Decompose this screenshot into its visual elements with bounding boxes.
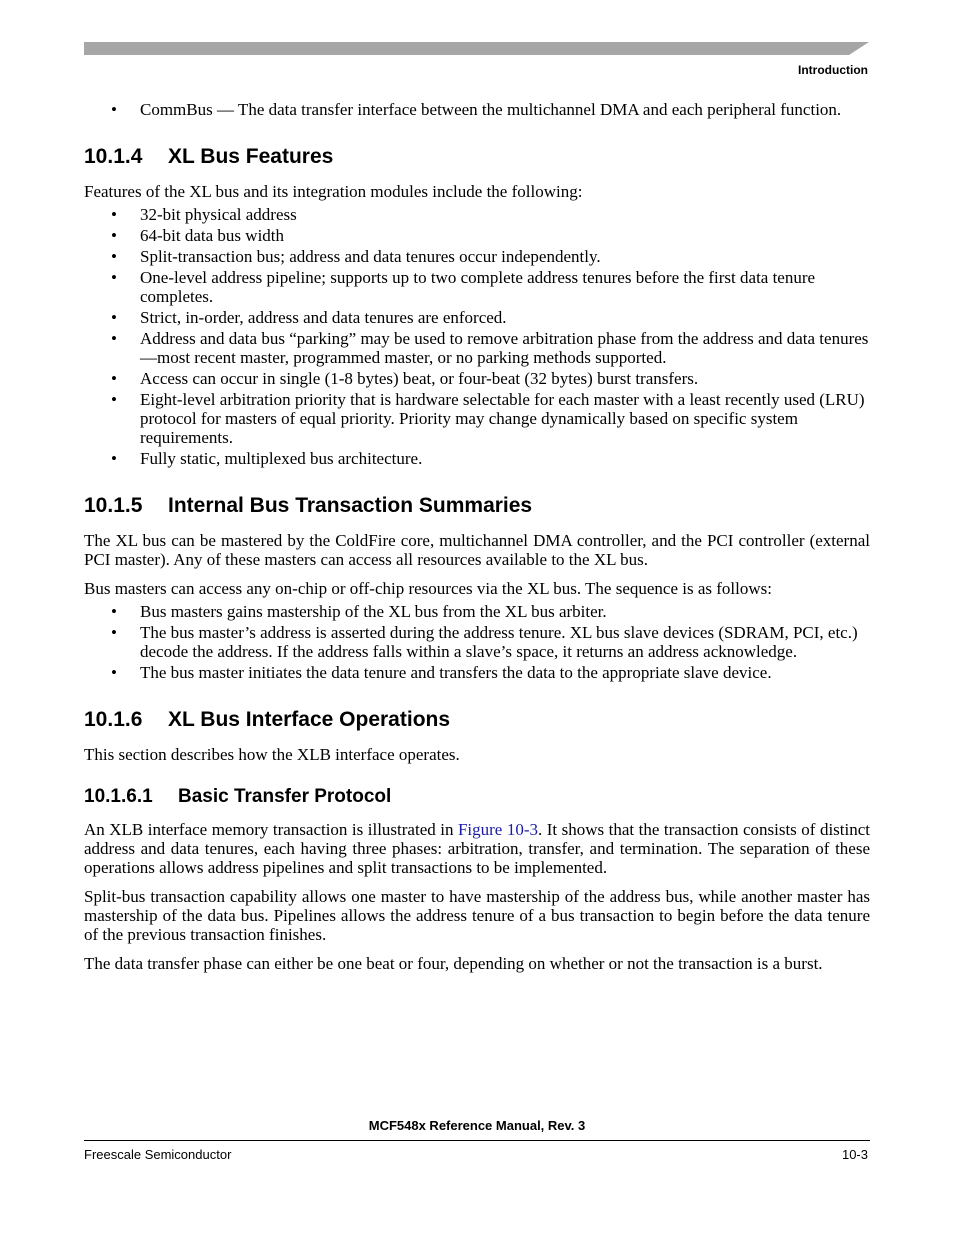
section-heading-10-1-4: 10.1.4 XL Bus Features xyxy=(84,145,334,168)
list-item: • Bus masters gains mastership of the XL bus from the XL bus arbiter. xyxy=(111,602,607,621)
section-heading-10-1-6-1: 10.1.6.1 Basic Transfer Protocol xyxy=(84,786,392,807)
list-item: • The bus master initiates the data tenure and transfers the data to the appropriate slave device. xyxy=(111,663,772,682)
list-item: • Address and data bus “parking” may be used to remove arbitration phase from the address and data tenures—most recent master, programmed master, or no parking methods supported. xyxy=(111,329,869,367)
header-bar xyxy=(84,42,869,55)
footer-divider xyxy=(84,1140,870,1141)
list-item: • Strict, in-order, address and data tenures are enforced. xyxy=(111,308,507,327)
list-item: • One-level address pipeline; supports up to two complete address tenures before the first data tenure completes. xyxy=(111,268,816,306)
list-item: • Access can occur in single (1-8 bytes) beat, or four-beat (32 bytes) burst transfers. xyxy=(111,369,699,388)
figure-10-3-link[interactable]: Figure 10-3 xyxy=(457,820,539,839)
list-item: • Split-transaction bus; address and data tenures occur independently. xyxy=(111,247,601,266)
list-item: • Eight-level arbitration priority that is hardware selectable for each master with a least recently used (LRU) protocol for masters of equal priority. Priority may change dynamically based on specific system requirements. xyxy=(111,390,865,447)
list-item: • 64-bit data bus width xyxy=(111,226,285,245)
list-item: • Fully static, multiplexed bus architecture. xyxy=(111,449,423,468)
running-head: Introduction xyxy=(798,63,868,77)
list-item: • CommBus — The data transfer interface between the multichannel DMA and each peripheral function. xyxy=(111,100,842,119)
paragraph: This section describes how the XLB interface operates. xyxy=(84,745,460,764)
paragraph: The XL bus can be mastered by the ColdFire core, multichannel DMA controller, and the PCI controller (external PCI master). Any of these masters can access all resources available to the XL bus. xyxy=(84,531,870,569)
paragraph: Features of the XL bus and its integration modules include the following: xyxy=(84,182,583,201)
paragraph: Split-bus transaction capability allows one master to have mastership of the address bus, while another master has mastership of the data bus. Pipelines allows the address tenure of a bus transaction to begin before the data tenure of the previous transaction finishes. xyxy=(84,887,870,944)
paragraph: An XLB interface memory transaction is illustrated in Figure 10-3. It shows that the transaction consists of distinct address and data tenures, each having three phases: arbitration, transfer, and termination. The separation of these operations allows address pipelines and split transactions to be implemented. xyxy=(84,820,871,877)
sequence-bullet-list xyxy=(84,602,870,682)
footer-page-number: 10-3 xyxy=(841,1147,868,1162)
list-item: • The bus master’s address is asserted during the address tenure. XL bus slave devices (SDRAM, PCI, etc.) decode the address. If the address falls within a slave’s space, it returns an address acknowledge. xyxy=(111,623,858,661)
page-body xyxy=(84,100,870,983)
intro-bullet-list xyxy=(84,100,870,119)
footer-manual-title: MCF548x Reference Manual, Rev. 3 xyxy=(368,1118,586,1133)
paragraph: Bus masters can access any on-chip or off-chip resources via the XL bus. The sequence is as follows: xyxy=(84,579,772,598)
section-heading-10-1-6: 10.1.6 XL Bus Interface Operations xyxy=(84,708,451,731)
footer-company: Freescale Semiconductor xyxy=(84,1147,232,1162)
list-item: • 32-bit physical address xyxy=(111,205,297,224)
features-bullet-list xyxy=(84,205,870,468)
header-bar-shape xyxy=(84,42,869,55)
section-heading-10-1-5: 10.1.5 Internal Bus Transaction Summaries xyxy=(84,494,533,517)
paragraph: The data transfer phase can either be one beat or four, depending on whether or not the transaction is a burst. xyxy=(84,954,823,973)
